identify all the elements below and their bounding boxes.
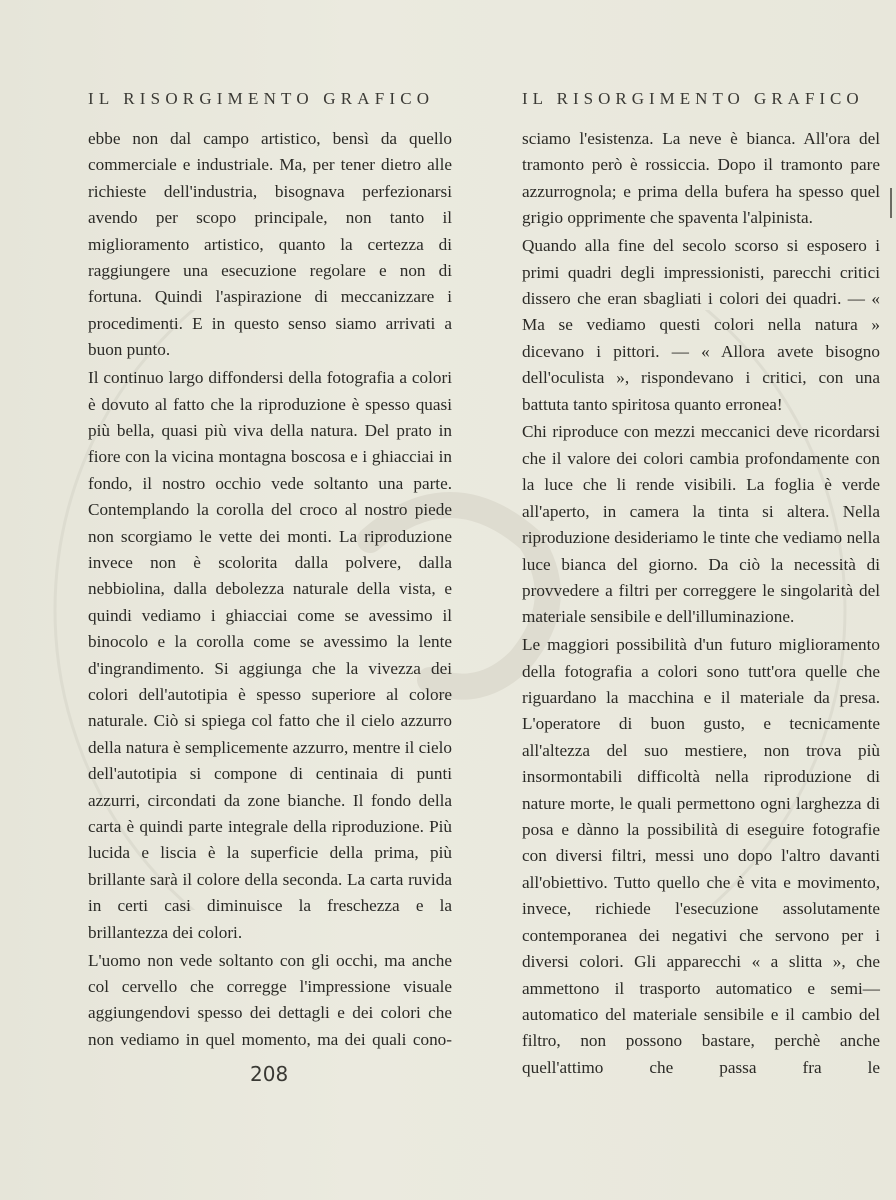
paragraph: Quando alla fine del secolo scorso si esposero i primi quadri degli impressionisti, parecchi critici dissero che eran sbagliati i colori dei quadri. — « Ma se vediamo questi colori nella natura » dicevano i pittori. — « Allora avete bisogno dell'oculista », rispondevano i critici, con una battuta tanto spiritosa quanto erronea! <box>522 236 880 414</box>
paragraph: L'uomo non vede soltanto con gli occhi, ma anche col cervello che corregge l'impressione visuale aggiungendovi spesso dei dettagli e dei colori che non vediamo in quel momento, ma dei quali cono- <box>88 950 452 1049</box>
paragraph: sciamo l'esistenza. La neve è bianca. All'ora del tramonto però è rossiccia. Dopo il tramonto pare azzurrognola; e prima della bufera ha spesso quel grigio opprimente che spaventa l'alpinista. <box>522 129 880 228</box>
page-edge-mark <box>890 188 892 218</box>
paragraph: Chi riproduce con mezzi meccanici deve ricordarsi che il valore dei colori cambia profondamente con la luce che li rende visibili. La foglia è verde all'aperto, in camera la tinta si altera. Nella riproduzione desideriamo le tinte che vediamo nella luce bianca del giorno. Da ciò la necessità di provvedere a filtri per correggere le singolarità del materiale sensibile e dell'illuminazione. <box>522 422 880 627</box>
text-column-right <box>522 126 880 1081</box>
page-number: 208 <box>250 1062 289 1086</box>
paragraph: Le maggiori possibilità d'un futuro miglioramento della fotografia a colori sono tutt'ora quelle che riguardano la macchina e il materiale da presa. L'operatore di buon gusto, e tecnicamente all'altezza del suo mestiere, non trova più insormontabili difficoltà nella riproduzione di nature morte, le quali permettono ogni larghezza di posa e dànno la possibilità di eseguire fotografie con diversi filtri, messi uno dopo l'altro davanti all'obiettivo. Tutto quello che è vita e movimento, invece, richiede l'esecuzione assolutamente contemporanea dei negativi che servono per i diversi colori. Gli apparecchi « a slitta », che ammettono il trasporto automatico e semi—automatico del materiale sensibile e il cambio del filtro, non possono bastare, perchè anche quell'attimo che passa fra le <box>522 635 880 1077</box>
text-column-left <box>88 126 452 1053</box>
paragraph: Il continuo largo diffondersi della fotografia a colori è dovuto al fatto che la riproduzione è spesso quasi più bella, quasi più viva della natura. Del prato in fiore con la vicina montagna boscosa e i ghiacciai in fondo, il nostro occhio vede soltanto una parte. Contemplando la corolla del croco al nostro piede non scorgiamo le vette dei monti. La riproduzione invece non è scolorita dalla polvere, dalla nebbiolina, dalla debolezza naturale della vista, e quindi vediamo i ghiacciai come se avessimo il binocolo e la corolla come se avessimo la lente d'ingrandimento. Si aggiunga che la vivezza dei colori dell'autotipia è spesso superiore al colore naturale. Ciò si spiega col fatto che il cielo azzurro della natura è semplicemente azzurro, mentre il cielo dell'autotipia si compone di centinaia di punti azzurri, circondati da zone bianche. Il fondo della carta è quindi parte integrale della riproduzione. Più lucida e liscia è la superficie della prima, più brillante sarà il colore della seconda. La carta ruvida in certi casi diminuisce la freschezza e la brillantezza dei colori. <box>88 368 452 942</box>
running-header-left: IL RISORGIMENTO GRAFICO <box>88 89 435 108</box>
running-header-right: IL RISORGIMENTO GRAFICO <box>522 89 864 108</box>
paragraph: ebbe non dal campo artistico, bensì da quello commerciale e industriale. Ma, per tener dietro alle richieste dell'industria, bisognava perfezionarsi avendo per scopo principale, non tanto il miglioramento artistico, quanto la certezza di raggiungere una esecuzione regolare e non di fortuna. Quindi l'aspirazione di meccanizzare i procedimenti. E in questo senso siamo arrivati a buon punto. <box>88 129 452 360</box>
